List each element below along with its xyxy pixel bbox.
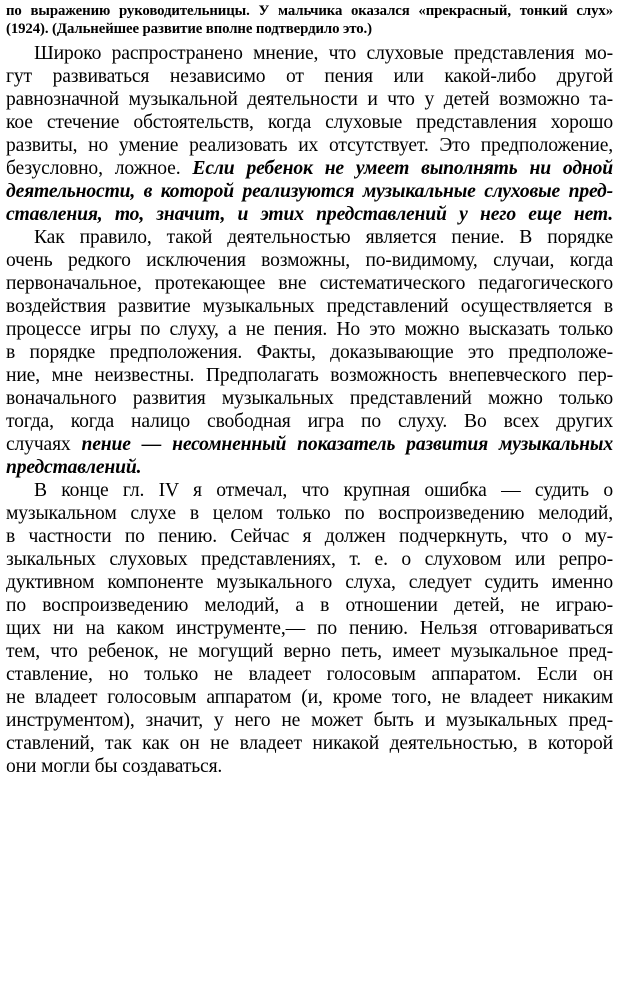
italic-segment: пение — несомненный показатель развития музыкальных: [81, 434, 613, 455]
text-line: Как правило, такой деятельностью является пение. В порядке: [34, 227, 613, 248]
text-line: [6, 203, 613, 226]
text-segment: безусловно, ложное.: [6, 158, 193, 179]
text-line: кое стечение обстоятельств, когда слуховые представления хорошо: [6, 112, 613, 133]
text-line: процессе игры по слуху, а не пения. Но это можно высказать только: [6, 319, 613, 340]
footnote-line: по выражению руководительницы. У мальчика оказался «прекрасный, тонкий слух»: [6, 3, 613, 19]
italic-segment: представлений.: [6, 457, 142, 478]
text-line: [6, 157, 613, 180]
text-line: ставлений, так как он не владеет никакой деятельностью, в которой: [6, 733, 613, 754]
italic-segment: ставления, то, значит, и этих представлений у него еще нет.: [6, 204, 613, 225]
text-line: воначального развития музыкальных представлений можно только: [6, 388, 613, 409]
text-line: развиты, но умение реализовать их отсутствует. Это предположение,: [6, 135, 613, 156]
text-line: [6, 456, 613, 479]
text-line: Широко распространено мнение, что слуховые представления мо-: [34, 43, 613, 64]
text-line: не владеет голосовым аппаратом (и, кроме того, не владеет никаким: [6, 687, 613, 708]
text-line: воздействия развитие музыкальных представлений осуществляется в: [6, 296, 613, 317]
text-line: ставление, но только не владеет голосовым аппаратом. Если он: [6, 664, 613, 685]
text-line: равнозначной музыкальной деятельности и что у детей возможно та-: [6, 89, 613, 110]
text-line: первоначальное, протекающее вне систематического педагогического: [6, 273, 613, 294]
italic-segment: деятельности, в которой реализуются музыкальные слуховые пред-: [6, 181, 613, 202]
text-line: [6, 433, 613, 456]
text-line: щих ни на каком инструменте,— по пению. Нельзя отговариваться: [6, 618, 613, 639]
text-line: по воспроизведению мелодий, а в отношении детей, не играю-: [6, 595, 613, 616]
text-line: зыкальных слуховых представлениях, т. е. о слуховом или репро-: [6, 549, 613, 570]
text-line: в частности по пению. Сейчас я должен подчеркнуть, что о му-: [6, 526, 613, 547]
text-line: инструментом), значит, у него не может быть и музыкальных пред-: [6, 710, 613, 731]
text-line: тем, что ребенок, не могущий верно петь, имеет музыкальное пред-: [6, 641, 613, 662]
text-line: в порядке предположения. Факты, доказывающие это предположе-: [6, 342, 613, 363]
text-line: В конце гл. IV я отмечал, что крупная ошибка — судить о: [34, 480, 613, 501]
text-segment: случаях: [6, 434, 82, 455]
text-line: [6, 180, 613, 203]
text-line: тогда, когда налицо свободная игра по слуху. Во всех других: [6, 411, 613, 432]
text-line: они могли бы создаваться.: [6, 756, 223, 777]
text-line: очень редкого исключения возможны, по-видимому, случаи, когда: [6, 250, 613, 271]
italic-segment: Если ребенок не умеет выполнять ни одной: [192, 158, 613, 179]
footnote-line: (1924). (Дальнейшее развитие вполне подтвердило это.): [6, 21, 372, 37]
text-line: ние, мне неизвестны. Предполагать возможность внепевческого пер-: [6, 365, 613, 386]
text-line: дуктивном компоненте музыкального слуха, следует судить именно: [6, 572, 613, 593]
text-line: гут развиваться независимо от пения или какой-либо другой: [6, 66, 613, 87]
text-line: музыкальном слухе в целом только по воспроизведению мелодий,: [6, 503, 613, 524]
